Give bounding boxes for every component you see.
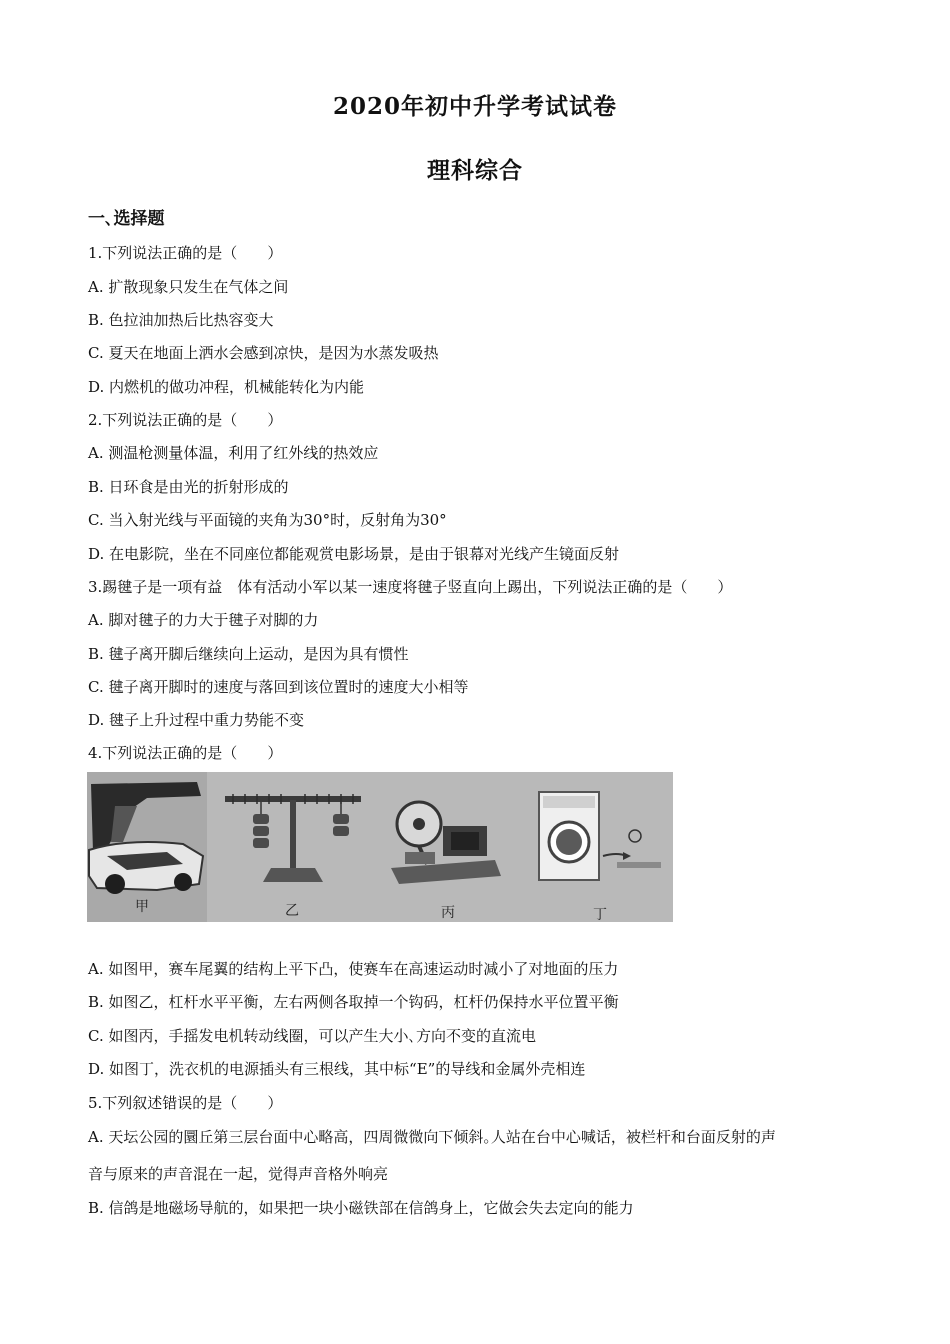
question-5-stem: 5.下列叙述错误的是（ ） <box>88 1094 283 1112</box>
question-3-option-a: A. 脚对毽子的力大于毽子对脚的力 <box>88 611 319 629</box>
question-2-stem: 2.下列说法正确的是（ ） <box>88 411 283 429</box>
question-2-option-c: C. 当入射光线与平面镜的夹角为30°时，反射角为30° <box>88 511 447 529</box>
question-5-option-a-line-1: A. 天坛公园的圜丘第三层台面中心略高，四周微微向下倾斜｡人站在台中心喊话，被栏杆和台面反射的声 <box>88 1128 776 1146</box>
question-4-option-c: C. 如图丙，手摇发电机转动线圈，可以产生大小､方向不变的直流电 <box>88 1027 536 1045</box>
page-title: 2020年初中升学考试试卷 <box>332 93 617 120</box>
figure-label-bing: 丙 <box>441 905 455 921</box>
question-4-option-d: D. 如图丁，洗衣机的电源插头有三根线，其中标“E”的导线和金属外壳相连 <box>88 1060 586 1078</box>
washing-machine-image <box>539 792 661 880</box>
question-4-option-a: A. 如图甲，赛车尾翼的结构上平下凸，使赛车在高速运动时减小了对地面的压力 <box>88 960 619 978</box>
question-3-stem: 3.踢毽子是一项有益 体有活动小军以某一速度将毽子竖直向上踢出，下列说法正确的是（ ） <box>88 578 733 596</box>
question-3-option-d: D. 毽子上升过程中重力势能不变 <box>88 711 305 729</box>
figure-label-jia: 甲 <box>135 899 149 915</box>
question-4-figure <box>87 772 673 922</box>
question-2-option-b: B. 日环食是由光的折射形成的 <box>88 478 289 496</box>
question-4-option-b: B. 如图乙，杠杆水平平衡，左右两侧各取掉一个钩码，杠杆仍保持水平位置平衡 <box>88 993 619 1011</box>
question-5-option-b: B. 信鸽是地磁场导航的，如果把一块小磁铁部在信鸽身上，它做会失去定向的能力 <box>88 1199 634 1217</box>
lever-balance-image <box>225 794 361 882</box>
question-2-option-a: A. 测温枪测量体温，利用了红外线的热效应 <box>88 444 379 462</box>
figure-label-yi: 乙 <box>285 903 299 919</box>
page-subtitle: 理科综合 <box>427 157 523 184</box>
hand-crank-generator-image <box>391 802 501 884</box>
question-4-illustration <box>87 772 673 922</box>
question-1-option-b: B. 色拉油加热后比热容变大 <box>88 311 274 329</box>
section-heading: 一､选择题 <box>88 209 165 229</box>
question-4-stem: 4.下列说法正确的是（ ） <box>88 744 283 762</box>
question-5-option-a-line-2: 音与原来的声音混在一起，觉得声音格外响亮 <box>88 1165 389 1183</box>
figure-label-ding: 丁 <box>593 907 607 922</box>
question-1-option-a: A. 扩散现象只发生在气体之间 <box>88 278 289 296</box>
question-3-option-b: B. 毽子离开脚后继续向上运动，是因为具有惯性 <box>88 645 409 663</box>
question-1-option-d: D. 内燃机的做功冲程，机械能转化为内能 <box>88 378 365 396</box>
question-1-stem: 1.下列说法正确的是（ ） <box>88 244 283 262</box>
question-1-option-c: C. 夏天在地面上洒水会感到凉快，是因为水蒸发吸热 <box>88 344 439 362</box>
question-3-option-c: C. 毽子离开脚时的速度与落回到该位置时的速度大小相等 <box>88 678 469 696</box>
question-2-option-d: D. 在电影院，坐在不同座位都能观赏电影场景，是由于银幕对光线产生镜面反射 <box>88 545 620 563</box>
